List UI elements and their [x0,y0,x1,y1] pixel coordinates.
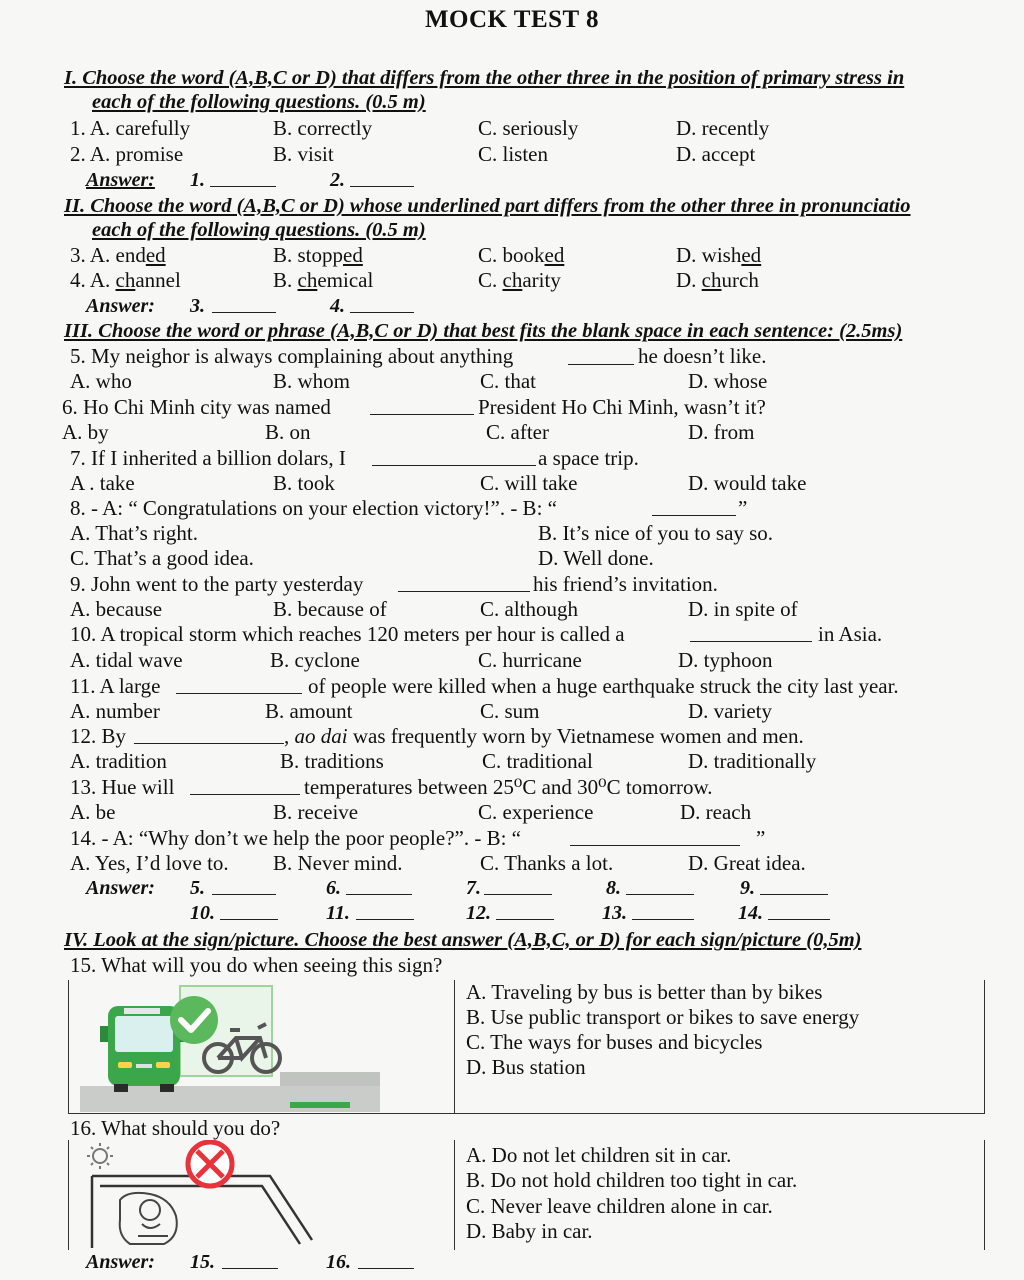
q14-blank[interactable] [570,845,740,846]
answer-15-num: 15. [190,1251,215,1273]
section-3-heading: III. Choose the word or phrase (A,B,C or D) that best fits the blank space in each sentence: (2.5ms) [64,320,903,342]
check-mark-icon [170,996,218,1044]
answer-9-blank[interactable] [760,894,828,895]
q7-stem-end: a space trip. [538,446,639,470]
answer-4-blank[interactable] [350,312,414,313]
q2-option-b: B. visit [273,142,334,166]
q15-box-right [984,980,985,1114]
q16-option-c: C. Never leave children alone in car. [466,1194,773,1218]
q10-stem: 10. A tropical storm which reaches 120 meters per hour is called a [70,622,625,646]
bike-lane-curb [280,1072,380,1086]
answer-13-num: 13. [602,902,627,924]
section-1-heading: I. Choose the word (A,B,C or D) that differs from the other three in the position of primary stress in [64,67,905,89]
answer-14-num: 14. [738,902,763,924]
q15-box-bottom [68,1113,985,1114]
q7-option-b: B. took [273,471,335,495]
q14-stem: 14. - A: “Why don’t we help the poor people?”. - B: “ [70,826,521,850]
q16-box-divider [454,1140,455,1250]
bus-bicycle-lane-sign [80,976,380,1112]
answer-7-blank[interactable] [484,894,552,895]
section-2-heading-cont: each of the following questions. (0.5 m) [92,219,426,241]
answer-16-num: 16. [326,1251,351,1273]
q8-stem-end: ” [738,496,748,520]
q13-blank[interactable] [190,794,300,795]
q5-option-b: B. whom [273,369,351,393]
q12-option-b: B. traditions [280,749,384,773]
q15-option-b: B. Use public transport or bikes to save energy [466,1005,860,1029]
q7-stem: 7. If I inherited a billion dolars, I [70,446,346,470]
answer-14-blank[interactable] [768,919,830,920]
q14-option-a: A. Yes, I’d love to. [70,851,229,875]
answer-6-num: 6. [326,877,341,899]
q5-option-c: C. that [480,369,536,393]
q10-option-a: A. tidal wave [70,648,183,672]
q13-option-c: C. experience [478,800,594,824]
q9-option-d: D. in spite of [688,597,798,621]
q13-option-a: A. be [70,800,116,824]
q4-option-c: C. charity [478,268,561,292]
answer-13-blank[interactable] [632,919,694,920]
q3-option-a: 3. A. ended [70,243,166,267]
q16-question: 16. What should you do? [70,1116,281,1140]
q8-blank[interactable] [652,515,736,516]
q12-blank[interactable] [134,743,284,744]
q7-option-c: C. will take [480,471,578,495]
q16-box-left [68,1140,69,1250]
q9-stem: 9. John went to the party yesterday [70,572,364,596]
q11-option-a: A. number [70,699,160,723]
section-2-heading: II. Choose the word (A,B,C or D) whose underlined part differs from the other three in pronunciatio [64,195,911,217]
q1-option-c: C. seriously [478,116,579,140]
q10-option-d: D. typhoon [678,648,773,672]
q15-question: 15. What will you do when seeing this sign? [70,953,443,977]
q12-stem: 12. By [70,724,127,748]
answer-16-blank[interactable] [358,1268,414,1269]
q10-stem-end: in Asia. [818,622,883,646]
answer-label-4: Answer: [86,1251,155,1273]
q2-option-a: 2. A. promise [70,142,184,166]
q3-option-c: C. booked [478,243,565,267]
q1-option-b: B. correctly [273,116,373,140]
q10-option-c: C. hurricane [478,648,582,672]
q14-option-c: C. Thanks a lot. [480,851,614,875]
q4-option-d: D. church [676,268,759,292]
q11-stem-end: of people were killed when a huge earthquake struck the city last year. [308,674,899,698]
q8-option-c: C. That’s a good idea. [70,546,254,570]
q14-stem-end: ” [756,826,766,850]
q1-option-a: 1. A. carefully [70,116,191,140]
answer-10-blank[interactable] [220,919,278,920]
answer-6-blank[interactable] [346,894,412,895]
q3-option-b: B. stopped [273,243,363,267]
q11-option-c: C. sum [480,699,540,723]
q15-option-a: A. Traveling by bus is better than by bikes [466,980,823,1004]
q7-blank[interactable] [372,465,536,466]
q1-option-d: D. recently [676,116,770,140]
q10-option-b: B. cyclone [270,648,360,672]
q8-stem: 8. - A: “ Congratulations on your election victory!”. - B: “ [70,496,557,520]
q9-blank[interactable] [398,591,530,592]
prohibited-icon [188,1142,232,1186]
q13-option-b: B. receive [273,800,359,824]
q12-option-d: D. traditionally [688,749,817,773]
q5-stem: 5. My neighor is always complaining about anything [70,344,514,368]
answer-2-blank[interactable] [350,186,414,187]
q11-option-d: D. variety [688,699,772,723]
answer-11-blank[interactable] [356,919,414,920]
answer-8-blank[interactable] [626,894,694,895]
q5-blank[interactable] [568,364,634,365]
answer-5-blank[interactable] [212,894,276,895]
q5-stem-end: he doesn’t like. [638,344,767,368]
q8-option-b: B. It’s nice of you to say so. [538,521,774,545]
q2-option-d: D. accept [676,142,756,166]
answer-12-blank[interactable] [496,919,554,920]
q8-option-a: A. That’s right. [70,521,198,545]
q4-option-b: B. chemical [273,268,374,292]
answer-12-num: 12. [466,902,491,924]
q8-option-d: D. Well done. [538,546,654,570]
q13-stem-end: temperatures between 25⁰C and 30⁰C tomorrow. [304,775,713,799]
section-4-heading: IV. Look at the sign/picture. Choose the best answer (A,B,C, or D) for each sign/picture (0,5m) [64,929,862,951]
lane-marking [290,1102,350,1108]
q11-stem: 11. A large [70,674,161,698]
q13-stem: 13. Hue will [70,775,175,799]
q4-option-a: 4. A. channel [70,268,181,292]
answer-label-1: Answer: [86,169,155,191]
q13-option-d: D. reach [680,800,752,824]
q11-option-b: B. amount [265,699,353,723]
q6-blank[interactable] [370,414,474,415]
q9-stem-end: his friend’s invitation. [533,572,718,596]
page-title: MOCK TEST 8 [424,6,600,33]
answer-4-num: 4. [330,295,345,317]
answer-7-num: 7. [466,877,481,899]
answer-5-num: 5. [190,877,205,899]
q7-option-d: D. would take [688,471,807,495]
q15-box-divider [454,980,455,1114]
answer-1-blank[interactable] [210,186,276,187]
answer-3-blank[interactable] [212,312,276,313]
q9-option-b: B. because of [273,597,387,621]
q9-option-c: C. although [480,597,578,621]
q9-option-a: A. because [70,597,163,621]
q6-stem: 6. Ho Chi Minh city was named [62,395,331,419]
q6-option-c: C. after [486,420,549,444]
answer-10-num: 10. [190,902,215,924]
answer-11-num: 11. [326,902,350,924]
answer-2-num: 2. [330,169,345,191]
q6-option-d: D. from [688,420,755,444]
q6-stem-end: President Ho Chi Minh, wasn’t it? [478,395,766,419]
q10-blank[interactable] [690,641,812,642]
answer-8-num: 8. [606,877,621,899]
q12-option-a: A. tradition [70,749,167,773]
q16-option-a: A. Do not let children sit in car. [466,1143,732,1167]
q12-option-c: C. traditional [482,749,593,773]
answer-15-blank[interactable] [222,1268,278,1269]
q15-box-left [68,980,69,1114]
q14-option-b: B. Never mind. [273,851,403,875]
child-in-car-picture [80,1140,370,1250]
answer-1-num: 1. [190,169,205,191]
q16-option-b: B. Do not hold children too tight in car. [466,1168,798,1192]
q11-blank[interactable] [176,693,302,694]
q5-option-a: A. who [70,369,132,393]
q6-option-b: B. on [265,420,311,444]
q15-option-d: D. Bus station [466,1055,586,1079]
q15-option-c: C. The ways for buses and bicycles [466,1030,763,1054]
sun-icon [87,1143,113,1169]
answer-3-num: 3. [190,295,205,317]
q16-box-right [984,1140,985,1250]
answer-label-2: Answer: [86,295,155,317]
answer-9-num: 9. [740,877,755,899]
q7-option-a: A . take [70,471,135,495]
q2-option-c: C. listen [478,142,549,166]
q6-option-a: A. by [62,420,109,444]
child-seat-icon [120,1193,177,1244]
q5-option-d: D. whose [688,369,768,393]
section-1-heading-cont: each of the following questions. (0.5 m) [92,91,426,113]
q16-option-d: D. Baby in car. [466,1219,593,1243]
q3-option-d: D. wished [676,243,762,267]
q14-option-d: D. Great idea. [688,851,806,875]
answer-label-3: Answer: [86,877,155,899]
q12-stem-end: , ao dai was frequently worn by Vietnamese women and men. [284,724,804,748]
